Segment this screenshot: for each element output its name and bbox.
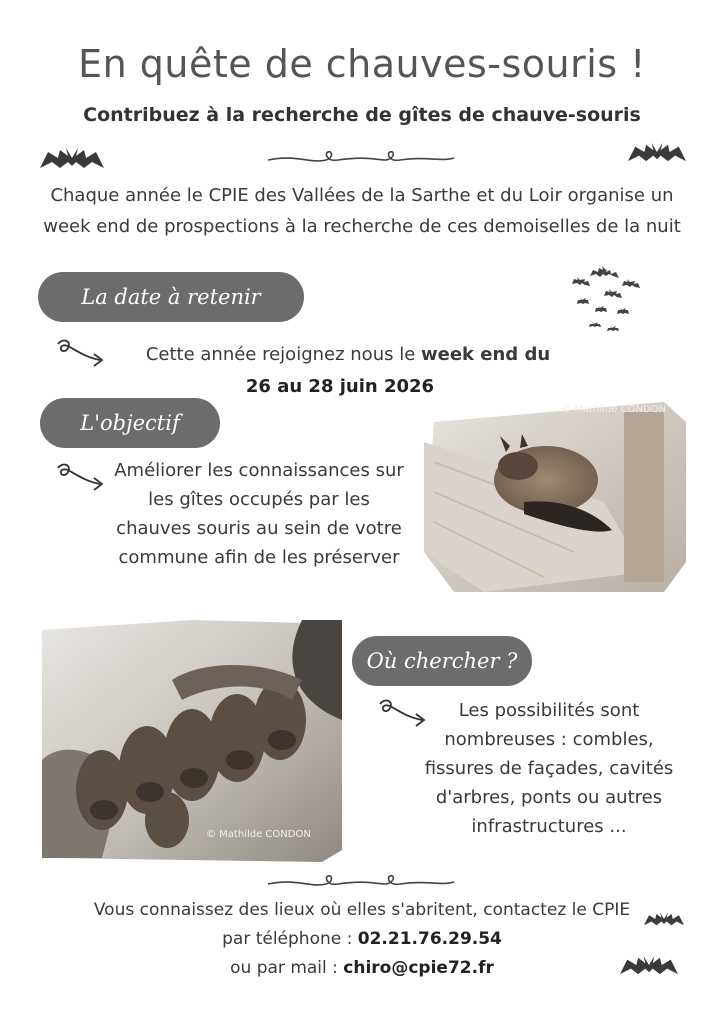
bat-icon	[40, 140, 104, 176]
contact-phone-line	[0, 929, 724, 949]
curly-arrow-icon	[54, 336, 108, 370]
page-title: En quête de chauves-souris !	[78, 42, 646, 86]
intro-text: Chaque année le CPIE des Vallées de la Sarthe et du Loir organise un week end de prospections à la recherche de ces demoiselles de la nuit	[43, 185, 681, 237]
mail-address[interactable]: chiro@cpie72.fr	[343, 958, 494, 978]
bat-icon	[644, 906, 684, 932]
date-text-bold: week end du	[421, 344, 551, 365]
where-section-label: Où chercher ?	[352, 636, 532, 686]
swirl-divider-icon	[266, 872, 456, 892]
date-text-prefix: Cette année rejoignez nous le	[145, 344, 421, 365]
event-date: 26 au 28 juin 2026	[245, 376, 435, 397]
curly-arrow-icon	[54, 460, 108, 494]
swirl-divider-icon	[266, 148, 456, 168]
photo-credit-2: © Mathilde CONDON	[206, 829, 311, 840]
where-text: Les possibilités sont nombreuses : combles, fissures de façades, cavités d'arbres, ponts ou autres infrastructures ...	[424, 700, 674, 837]
bat-icon	[628, 134, 686, 170]
photo-credit-1: © Mathilde CONDON	[561, 404, 666, 415]
bat-photo-1	[424, 402, 686, 592]
bat-photo-2	[42, 620, 342, 862]
phone-prefix: par téléphone :	[222, 929, 358, 949]
page-subtitle: Contribuez à la recherche de gîtes de chauve-souris	[83, 104, 641, 126]
objective-text: Améliorer les connaissances sur les gîtes occupés par les chauves souris au sein de votre commune afin de les préserver	[114, 460, 404, 568]
contact-intro: Vous connaissez des lieux où elles s'abritent, contactez le CPIE	[93, 900, 631, 920]
date-text	[108, 340, 588, 369]
mail-prefix: ou par mail :	[230, 958, 344, 978]
bat-flock-icon	[572, 264, 648, 336]
contact-mail-line	[0, 958, 724, 978]
phone-number[interactable]: 02.21.76.29.54	[357, 929, 502, 949]
date-section-label: La date à retenir	[38, 272, 304, 322]
objective-section-label: L'objectif	[40, 398, 220, 448]
bat-icon	[620, 948, 678, 982]
